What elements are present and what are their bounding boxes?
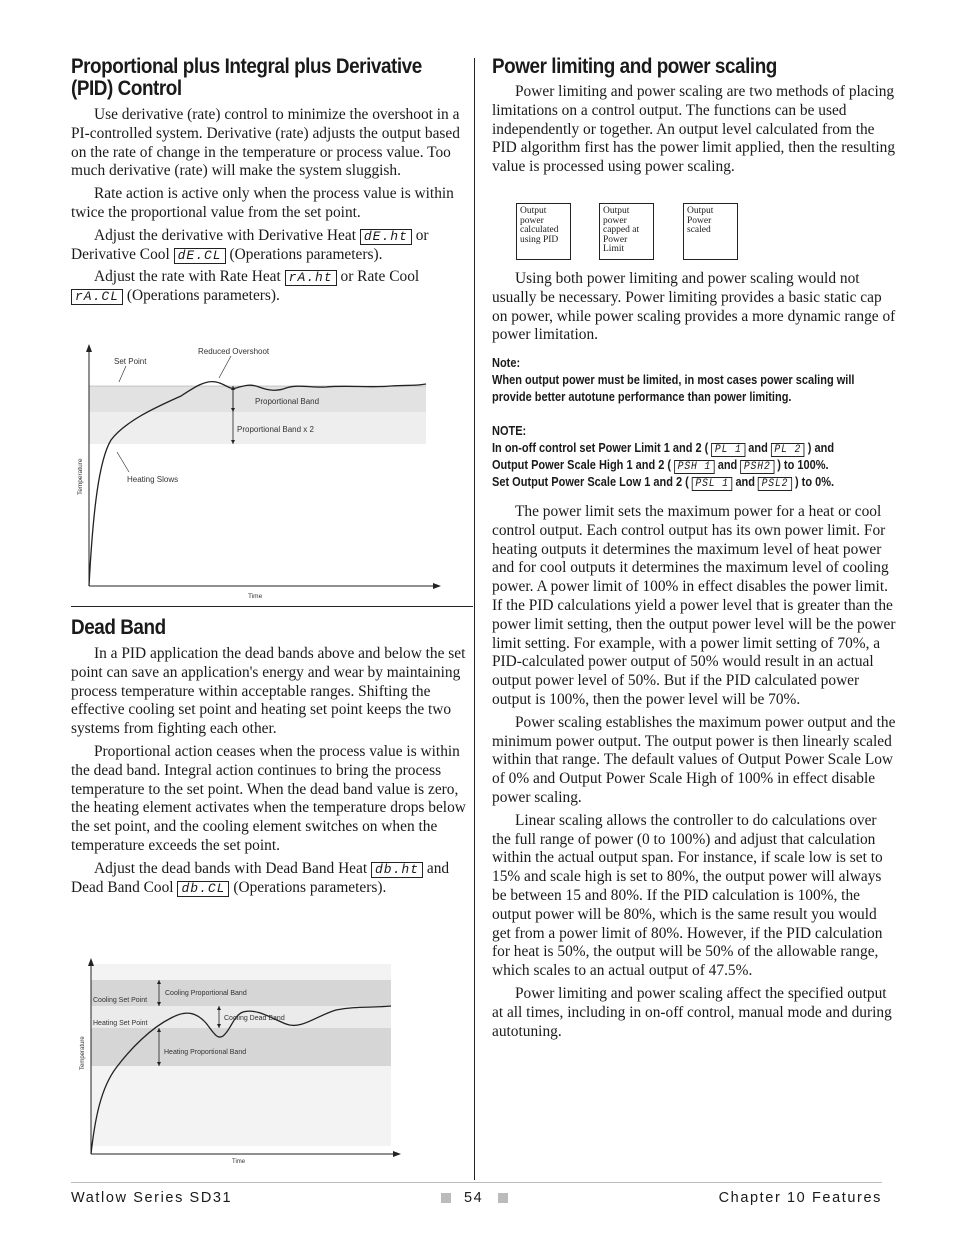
footer-square-left — [441, 1193, 451, 1203]
proportional-band-label: Proportional Band — [255, 397, 320, 406]
set-point-label: Set Point — [114, 357, 147, 366]
heating-prop-band-label: Heating Proportional Band — [164, 1049, 247, 1056]
cooling-dead-band-label: Cooling Dead Band — [224, 1015, 285, 1022]
note-1-text: When output power must be limited, in most cases power scaling will provide better autotune performance than power limiting. — [492, 373, 855, 404]
pid-body — [71, 106, 473, 306]
rate-cool-code: rA.CL — [71, 289, 123, 305]
cooling-prop-band-label: Cooling Proportional Band — [165, 990, 247, 997]
rate-heat-code: rA.ht — [285, 270, 337, 286]
heating-set-point-label: Heating Set Point — [93, 1020, 148, 1027]
page-number: 54 — [464, 1190, 484, 1206]
deadband-heading: Dead Band — [71, 616, 166, 639]
deadband-paragraph-3: Adjust the dead bands with Dead Band Heat db.ht and Dead Band Cool db.CL (Operations parameters). — [71, 859, 450, 896]
footer-chapter: Chapter 10 Features — [718, 1190, 882, 1206]
pid-paragraph-2: Rate action is active only when the process value is within twice the proportional value from the set point. — [71, 185, 454, 221]
cooling-set-point-label: Cooling Set Point — [93, 997, 148, 1004]
note-1-label: Note: — [492, 356, 521, 370]
note-2-line-3: Set Output Power Scale Low 1 and 2 ( PSL 1 and PSL2 ) to 0%. — [492, 475, 835, 490]
power-scaled-box: Output Power scaled — [683, 203, 738, 260]
power-paragraph-3: The power limit sets the maximum power for a heat or cool control output. Each control output has its own power limit. For heating outputs it determines the maximum level of heat power and for cool outputs it determines the maximum level of cooling power. A power limit of 100% in effect disables the power limit. If the PID calculations yield a power level that is greater than the power limit setting, then the output power level will be the power limit setting. For example, with a power limit setting of 70%, a PID-calculated power output of 50% would result in an actual output power level of 50%. But if the PID calculated power output is 100%, then the power level will be 70%. — [492, 503, 896, 708]
power-paragraph-5: Linear scaling allows the controller to do calculations over the full range of power (0 to 100%) and adjust that calculation within the actual output span. For instance, if scale low is set to 15% and scale high is set to 80%, the output power will always be between 15 and 80%. If the PID calculation is 100%, the output power will be 80%, which is the same result you would get from a power limit of 80%. However, if the PID calculation for heat is 50%, the output will be 50% of the allowable range, which scales to an actual output of 47.5%. — [492, 811, 883, 980]
heating-slows-label: Heating Slows — [127, 475, 179, 484]
chart2-xlabel: Time — [232, 1159, 246, 1165]
pid-paragraph-4: Adjust the rate with Rate Heat rA.ht or Rate Cool rA.CL (Operations parameters). — [71, 268, 473, 306]
note-2-label: NOTE: — [492, 424, 527, 438]
section-rule — [71, 606, 473, 607]
dead-band-cool-code: db.CL — [177, 881, 229, 897]
power-scale-low-2-code: PSL2 — [758, 477, 792, 491]
power-scale-high-1-code: PSH 1 — [674, 460, 714, 474]
chart1-xlabel: Time — [248, 593, 263, 600]
heating-band-area — [91, 1028, 391, 1066]
power-limit-1-code: PL 1 — [711, 443, 745, 457]
power-body — [492, 503, 896, 1041]
power-heading: Power limiting and power scaling — [492, 55, 777, 78]
pid-output-box: Output power calculated using PID — [516, 203, 571, 260]
chart2-ylabel: Temperature — [80, 1036, 86, 1070]
proportional-band-x2-label: Proportional Band x 2 — [237, 425, 314, 434]
power-paragraph-4: Power scaling establishes the maximum power output and the minimum power output. The output power is then linearly scaled within that range. The default values of Output Power Scale Low of 0% and Output Power Scale High of 100% in effect disable power scaling. — [492, 713, 896, 806]
pid-paragraph-1: Use derivative (rate) control to minimize the overshoot in a PI-controlled system. Derivative (rate) adjusts the output based on the rate of change in the temperature or process value. Too much derivative (rate) will make the system sluggish. — [71, 106, 460, 180]
derivative-cool-code: dE.CL — [174, 248, 226, 264]
power-limit-2-code: PL 2 — [771, 443, 805, 457]
note-2-line-2: Output Power Scale High 1 and 2 ( PSH 1 and PSH2 ) to 100%. — [492, 458, 829, 473]
power-scale-low-1-code: PSL 1 — [692, 477, 732, 491]
pid-heading: Proportional plus Integral plus Derivative (PID) Control — [71, 55, 422, 100]
power-limit-box: Output power capped at Power Limit — [599, 203, 654, 260]
deadband-paragraph-2: Proportional action ceases when the process value is within the dead band. Integral action continues to bring the process temperature to the set point. When the dead band value is zero, the heating element activates when the temperature drops below the set point, and the cooling element switches on when the temperature exceeds the set point. — [71, 742, 466, 854]
power-scale-high-2-code: PSH2 — [740, 460, 774, 474]
dead-band-heat-code: db.ht — [371, 862, 423, 878]
note-2 — [492, 423, 897, 491]
power-paragraph-1: Power limiting and power scaling are two methods of placing limitations on a control output. The functions can be used independently or together. An output level calculated from the PID algorithm first has the power limit applied, then the resulting value is processed using power scaling. — [492, 83, 896, 176]
pid-paragraph-3: Adjust the derivative with Derivative Heat dE.ht or Derivative Cool dE.CL (Operations parameters). — [71, 226, 429, 263]
power-paragraph-2: Using both power limiting and power scaling would not usually be necessary. Power limiting provides a basic static cap on power, while power scaling provides a more dynamic range of power limitation. — [492, 270, 896, 344]
column-divider — [474, 58, 475, 1180]
deadband-chart — [71, 958, 473, 1168]
power-paragraph-6: Power limiting and power scaling affect the specified output at all times, including in on-off control, manual mode and during autotuning. — [492, 984, 892, 1040]
deadband-body — [71, 645, 473, 897]
footer-square-right — [498, 1193, 508, 1203]
note-2-line-1: In on-off control set Power Limit 1 and 2 ( PL 1 and PL 2 ) and — [492, 441, 835, 456]
footer-rule — [71, 1182, 882, 1183]
derivative-heat-code: dE.ht — [360, 229, 412, 245]
reduced-overshoot-label: Reduced Overshoot — [198, 347, 270, 356]
note-1 — [492, 355, 897, 406]
chart1-ylabel: Temperature — [77, 458, 84, 495]
deadband-paragraph-1: In a PID application the dead bands above and below the set point can save an application's energy and wear by maintaining process temperature within acceptable ranges. Shifting the effective cooling set point and heating set point keeps the two systems from fighting each other. — [71, 645, 466, 738]
pid-chart — [71, 340, 473, 602]
footer-title: Watlow Series SD31 — [71, 1190, 233, 1206]
